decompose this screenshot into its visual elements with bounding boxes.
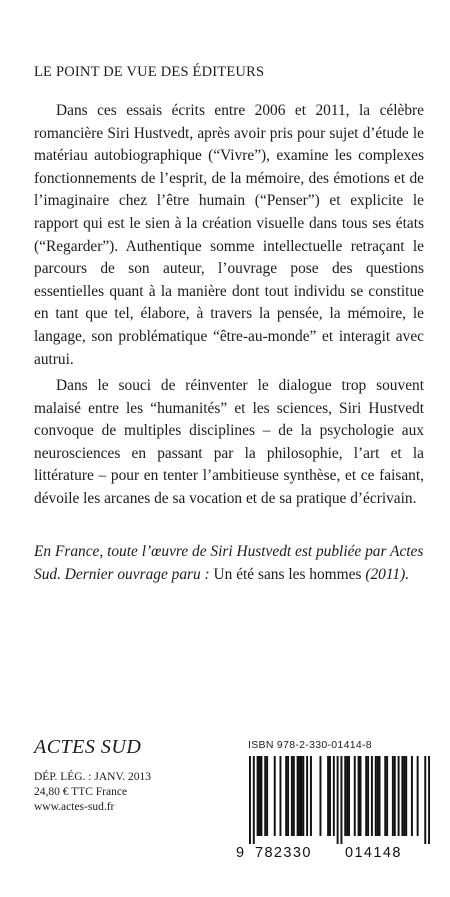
barcode-bar xyxy=(333,756,335,836)
barcode-bar xyxy=(319,756,321,836)
barcode-bar xyxy=(365,756,367,836)
section-heading: LE POINT DE VUE DES ÉDITEURS xyxy=(34,64,265,80)
barcode-bar xyxy=(285,756,287,836)
barcode-bar xyxy=(259,756,261,836)
barcode-digit-lead: 9 xyxy=(236,845,246,861)
barcode-bar xyxy=(300,756,302,836)
barcode-bar xyxy=(379,756,381,836)
barcode-bar xyxy=(358,756,360,836)
barcode-bar xyxy=(401,756,403,836)
barcode-bar xyxy=(405,756,407,836)
barcode-bar xyxy=(403,756,405,836)
barcode-bar xyxy=(279,756,281,836)
barcode-bar xyxy=(257,756,259,836)
barcode-bar xyxy=(424,756,426,844)
barcode-bar xyxy=(354,756,356,836)
barcode-bar xyxy=(384,756,386,836)
barcode-bar xyxy=(340,756,342,844)
barcode-bar xyxy=(253,756,255,844)
barcode-bar xyxy=(367,756,369,836)
note-intro: En France, toute l’œuvre de Siri Hustvedt est publiée par Actes Sud. Dernier ouvrage paru : xyxy=(34,543,424,583)
barcode-bar xyxy=(327,756,329,836)
barcode-bar xyxy=(274,756,276,836)
publisher-logo: ACTES SUD xyxy=(34,736,142,758)
barcode-bar xyxy=(375,756,377,836)
barcode-bar xyxy=(287,756,289,836)
barcode-bar xyxy=(337,756,339,844)
barcode-bar xyxy=(306,756,308,836)
barcode-bar xyxy=(394,756,396,836)
publication-note xyxy=(34,541,424,586)
barcode-bar xyxy=(310,756,312,836)
barcode-bar xyxy=(417,756,419,836)
barcode-bar xyxy=(260,756,262,836)
barcode-bar xyxy=(348,756,350,836)
legal-deposit: DÉP. LÉG. : JANV. 2013 xyxy=(34,771,152,783)
barcode-bar xyxy=(344,756,346,836)
barcode-bar xyxy=(299,756,301,836)
barcode-bar xyxy=(428,756,430,844)
note-book-title: Un été sans les hommes xyxy=(213,565,362,583)
description-paragraph-2: Dans le souci de réinventer le dialogue trop souvent malaisé entre les “humanités” et les sciences, Siri Hustvedt convoque de multiples disciplines – de la psychologie aux neurosciences en passant par la philosophie, l’art et la littérature – pour en tenter l’ambitieuse synthèse, et ce faisant, dévoile les arcanes de sa vocation et de sa pratique d’écrivain. xyxy=(34,377,424,507)
barcode-bar xyxy=(302,756,304,836)
barcode-bar xyxy=(392,756,394,836)
isbn-label: ISBN 978-2-330-01414-8 xyxy=(248,739,372,751)
note-year: (2011). xyxy=(365,565,410,583)
barcode-bar xyxy=(346,756,348,836)
barcode-bar xyxy=(264,756,266,836)
barcode-bar xyxy=(386,756,388,836)
barcode-bar xyxy=(411,756,413,836)
barcode-bar xyxy=(293,756,295,836)
barcode-bar xyxy=(249,756,251,844)
barcode xyxy=(249,756,430,844)
barcode-bar xyxy=(360,756,362,836)
barcode-bar xyxy=(329,756,331,836)
barcode-bar xyxy=(291,756,293,836)
price: 24,80 € TTC France xyxy=(34,786,128,798)
description-paragraph-1: Dans ces essais écrits entre 2006 et 2011, la célèbre romancière Siri Hustvedt, après avoir pris pour sujet d’étude le matériau autobiographique (“Vivre”), examine les complexes fonctionnements de l’esprit, de la mémoire, des émotions et de l’imaginaire chez l’être humain (“Penser”) et explicite le rapport qui est le sien à la création visuelle dans tous ses états (“Regarder”). Authentique somme intellectuelle retraçant le parcours de son auteur, l’ouvrage pose des questions essentielles quant à la manière dont tout individu se constitue en tant que tel, élabore, à travers la pensée, la mémoire, le langage, son problématique “être-au-monde” et interagit avec autrui. xyxy=(34,102,424,368)
website: www.actes-sud.fr xyxy=(34,801,115,813)
barcode-digits-right: 014148 xyxy=(345,845,402,861)
barcode-bar xyxy=(398,756,400,836)
barcode-digits-left: 782330 xyxy=(255,845,312,861)
barcode-bar xyxy=(266,756,268,836)
barcode-bar xyxy=(371,756,373,836)
barcode-bar xyxy=(377,756,379,836)
barcode-bar xyxy=(297,756,299,836)
